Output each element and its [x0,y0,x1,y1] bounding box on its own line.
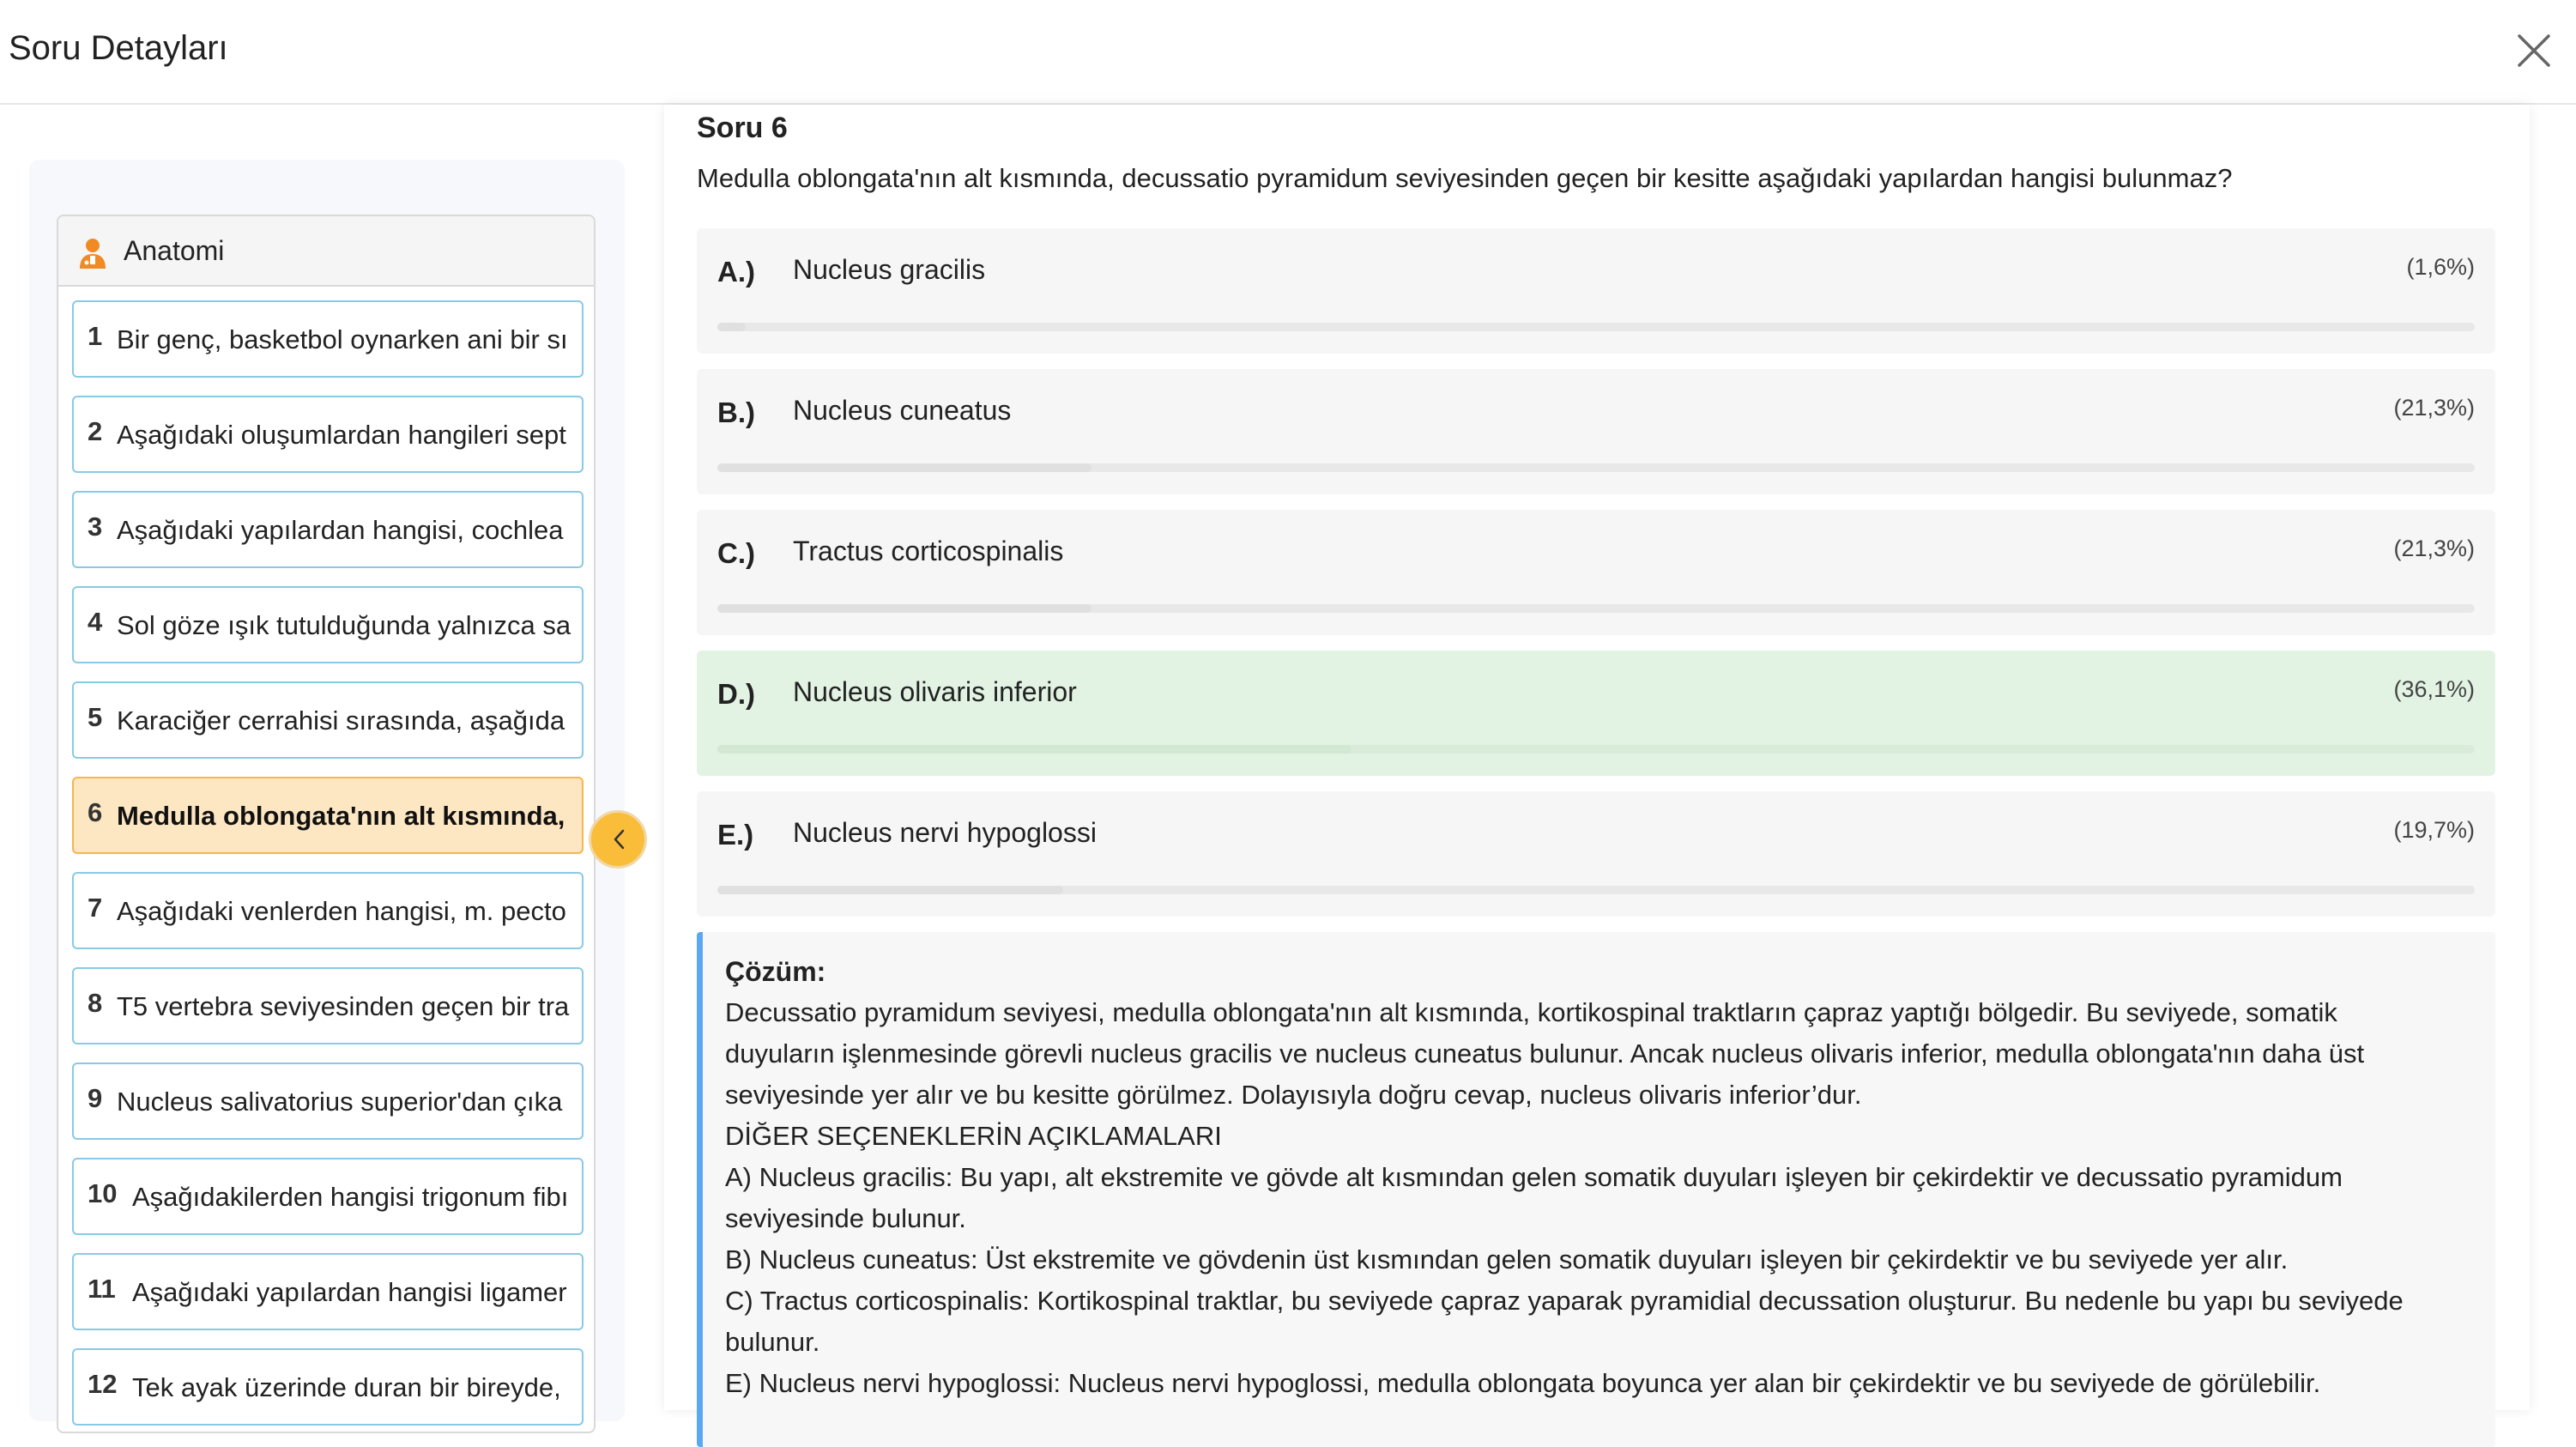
question-preview: Aşağıdaki venlerden hangisi, m. pecto [117,896,566,926]
question-preview: Karaciğer cerrahisi sırasında, aşağıda [117,705,565,736]
question-preview: Aşağıdaki oluşumlardan hangileri sept [117,420,566,450]
question-preview: Bir genç, basketbol oynarken ani bir sı [117,324,568,354]
question-number: 8 [88,988,103,1018]
question-preview: Sol göze ışık tutulduğunda yalnızca sa [117,610,571,640]
question-list-card [57,215,596,1433]
close-icon [2514,31,2554,70]
question-list [72,300,584,1433]
question-number: 9 [88,1083,103,1113]
option-progress-bar [717,463,2475,472]
modal-header [0,0,2576,105]
question-number: 1 [88,321,103,351]
progress-fill [717,604,1091,613]
question-number: 5 [88,702,103,732]
list-item[interactable] [72,1253,584,1330]
option-text: Nucleus nervi hypoglossi [793,817,1097,848]
collapse-sidebar-button[interactable] [589,810,647,869]
option-e[interactable] [697,791,2495,917]
solution-line: bulunur. [725,1327,820,1357]
option-d-correct[interactable] [697,651,2495,776]
option-progress-bar [717,745,2475,754]
page-title: Soru Detayları [9,29,228,67]
list-item[interactable] [72,586,584,663]
close-button[interactable] [2514,31,2554,70]
question-preview: Aşağıdaki yapılardan hangisi, cochlea [117,515,564,545]
option-progress-bar [717,604,2475,613]
option-percentage: (21,3%) [2393,395,2475,421]
question-detail-panel [664,105,2530,1410]
question-preview: Medulla oblongata'nın alt kısmında, [117,801,565,831]
question-preview: Aşağıdakilerden hangisi trigonum fibı [132,1182,569,1212]
progress-fill [717,323,746,331]
option-letter: E.) [717,819,754,851]
question-number: 11 [88,1274,116,1304]
solution-line: seviyesinde yer alır ve bu kesitte görülmez. Dolayısıyla doğru cevap, nucleus olivaris inferior’dur. [725,1080,1862,1110]
option-c[interactable] [697,510,2495,635]
question-preview: Aşağıdaki yapılardan hangisi ligamer [132,1277,567,1307]
question-number: 4 [88,607,103,637]
option-text: Nucleus olivaris inferior [793,676,1077,707]
list-item[interactable] [72,1158,584,1235]
question-text: Medulla oblongata'nın alt kısmında, decussatio pyramidum seviyesinden geçen bir kesitte aşağıdaki yapılardan hangisi bulunmaz? [697,163,2233,193]
list-item[interactable] [72,872,584,949]
list-item[interactable] [72,300,584,378]
question-preview: T5 vertebra seviyesinden geçen bir tra [117,991,570,1021]
option-percentage: (36,1%) [2393,676,2475,702]
option-text: Nucleus gracilis [793,254,986,285]
question-number: 3 [88,512,103,542]
list-item[interactable] [72,1348,584,1426]
solution-line: DİĞER SEÇENEKLERİN AÇIKLAMALARI [725,1121,1222,1151]
solution-title: Çözüm: [725,956,826,987]
solution-line: A) Nucleus gracilis: Bu yapı, alt ekstremite ve gövde alt kısmından gelen somatik duyuları işleyen bir çekirdektir ve decussatio pyramidum [725,1162,2343,1192]
question-number: 12 [88,1369,118,1399]
list-item[interactable] [72,491,584,568]
option-text: Tractus corticospinalis [793,536,1064,566]
option-percentage: (19,7%) [2393,817,2475,843]
progress-fill [717,463,1091,472]
question-preview: Tek ayak üzerinde duran bir bireyde, [132,1372,561,1402]
chevron-left-icon [607,826,632,852]
question-number: 6 [88,797,103,827]
list-item[interactable] [72,967,584,1044]
list-item[interactable] [72,1063,584,1140]
progress-fill [717,745,1351,754]
option-percentage: (21,3%) [2393,536,2475,561]
question-preview: Nucleus salivatorius superior'dan çıka [117,1087,563,1117]
option-letter: B.) [717,397,755,428]
list-item-active[interactable] [72,777,584,854]
question-title: Soru 6 [697,112,788,144]
option-letter: C.) [717,537,755,569]
list-item[interactable] [72,396,584,473]
option-progress-bar [717,886,2475,894]
option-b[interactable] [697,369,2495,494]
subject-header [58,216,594,287]
solution-line: E) Nucleus nervi hypoglossi: Nucleus nervi hypoglossi, medulla oblongata boyunca yer alan bir çekirdektir ve bu seviyede de görülebilir. [725,1368,2321,1398]
solution-line: Decussatio pyramidum seviyesi, medulla oblongata'nın alt kısmında, kortikospinal traktların çapraz yaptığı bölgedir. Bu seviyede, somatik [725,997,2337,1027]
solution-line: seviyesinde bulunur. [725,1203,966,1233]
option-percentage: (1,6%) [2406,254,2475,280]
question-number: 7 [88,893,103,923]
option-letter: D.) [717,678,755,710]
question-number: 10 [88,1178,118,1208]
doctor-icon [77,237,108,269]
solution-line: C) Tractus corticospinalis: Kortikospinal traktlar, bu seviyede çapraz yaparak pyramidial decussation oluşturur. Bu nedenle bu yapı bu seviyede [725,1286,2404,1316]
list-item[interactable] [72,681,584,759]
subject-title: Anatomi [124,235,225,266]
solution-line: B) Nucleus cuneatus: Üst ekstremite ve gövdenin üst kısmından gelen somatik duyuları işleyen bir çekirdektir ve bu seviyede yer alır. [725,1244,2289,1274]
option-letter: A.) [717,256,755,288]
progress-fill [717,886,1063,894]
question-number: 2 [88,416,103,446]
solution-box [697,932,2495,1447]
option-text: Nucleus cuneatus [793,395,1012,426]
solution-line: duyuların işlenmesinde görevli nucleus gracilis ve nucleus cuneatus bulunur. Ancak nucleus olivaris inferior, medulla oblongata'nın daha üst [725,1038,2365,1069]
option-progress-bar [717,323,2475,331]
option-a[interactable] [697,228,2495,354]
